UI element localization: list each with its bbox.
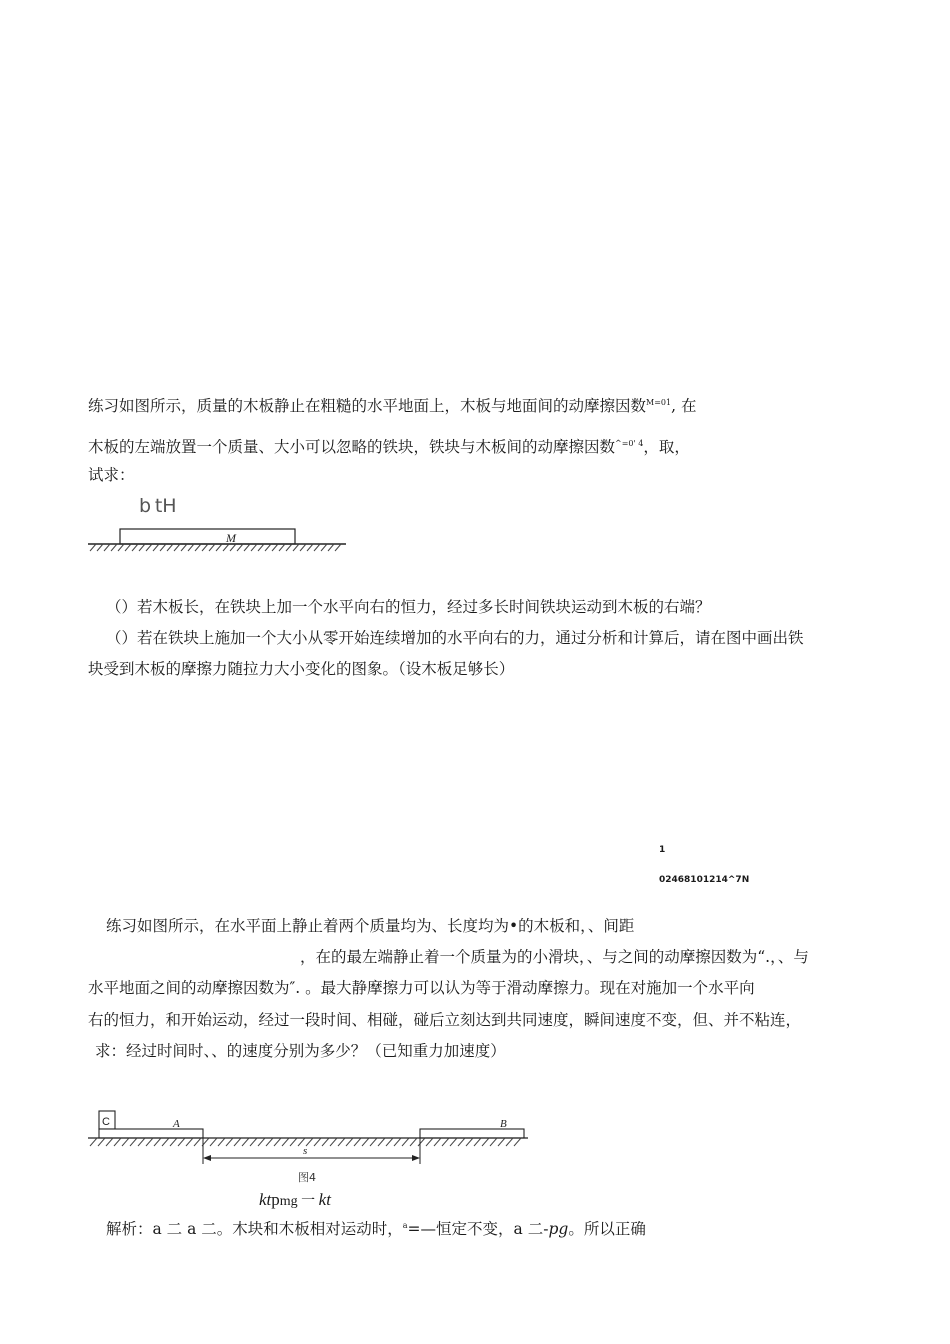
figure1-board-diagram xyxy=(88,526,348,552)
exercise1-line2-end: ，取， xyxy=(643,438,690,457)
board-a-label: A xyxy=(173,1118,180,1130)
solution-part2: =—恒定不变，a 二- xyxy=(407,1220,549,1239)
graph-y-tick: 1 xyxy=(659,845,666,855)
formula-mg: mg 一 xyxy=(279,1194,319,1209)
solution-formula xyxy=(259,1190,331,1210)
ground-hatching xyxy=(90,544,341,551)
board-b-rect xyxy=(420,1129,524,1138)
exercise2-line2: ，在的最左端静止着一个质量为的小滑块，、与之间的动摩擦因数为“.，、与 xyxy=(300,948,809,966)
exercise1-line1-end: , 在 xyxy=(671,397,697,416)
exercise1-line2-main: 木板的左端放置一个质量、大小可以忽略的铁块，铁块与木板间的动摩擦因数 xyxy=(88,438,616,457)
figure4-diagram xyxy=(88,1108,538,1188)
exercise1-line2 xyxy=(88,434,690,457)
exercise1-line1-main: 练习如图所示，质量的木板静止在粗糙的水平地面上，木板与地面间的动摩擦因数 xyxy=(88,397,647,416)
board-mass-label: M xyxy=(226,531,236,545)
solution-part3: 。所以正确 xyxy=(568,1220,646,1239)
formula-p: p xyxy=(271,1190,280,1209)
solution-pg: pg xyxy=(548,1220,569,1239)
exercise1-line1-sup: M=01 xyxy=(646,398,672,407)
gap-arrow-right xyxy=(412,1155,420,1161)
exercise1-line3: 试求： xyxy=(88,466,135,484)
exercise1-question2-line2: 块受到木板的摩擦力随拉力大小变化的图象。（设木板足够长） xyxy=(88,660,515,678)
gap-arrow-left xyxy=(203,1155,211,1161)
exercise1-question2-line1: （）若在铁块上施加一个大小从零开始连续增加的水平向右的力，通过分析和计算后，请在图中画出铁 xyxy=(106,629,804,647)
block-c-label: C xyxy=(102,1116,110,1128)
exercise2-line4: 右的恒力，和开始运动，经过一段时间、相碰，碰后立刻达到共同速度，瞬间速度不变，但、并不粘连， xyxy=(88,1011,802,1029)
board-a-rect xyxy=(99,1129,203,1138)
board-b-label: B xyxy=(500,1118,507,1130)
exercise2-line1: 练习如图所示，在水平面上静止着两个质量均为、长度均为•的木板和，、间距 xyxy=(106,917,635,935)
gap-label-s: s xyxy=(303,1145,308,1157)
exercise1-line2-sup: ^=0' 4 xyxy=(615,439,644,448)
formula-kt-1: kt xyxy=(259,1190,272,1209)
solution-part1: 解析：a 二 a 二。木块和木板相对运动时， xyxy=(106,1220,403,1239)
figure4-caption: 图4 xyxy=(298,1171,316,1184)
formula-kt-2: kt xyxy=(318,1190,331,1209)
board-rect xyxy=(120,529,295,544)
exercise1-question1: （）若木板长，在铁块上加一个水平向右的恒力，经过多长时间铁块运动到木板的右端？ xyxy=(106,598,711,616)
figure1-top-label: b tH xyxy=(139,495,177,517)
exercise1-line1 xyxy=(88,393,696,416)
graph-x-ticks: 02468101214^7N xyxy=(659,875,750,885)
exercise2-line5: 求：经过时间时、、的速度分别为多少？（已知重力加速度） xyxy=(95,1042,506,1060)
exercise2-line3: 水平地面之间的动摩擦因数为″. 。最大静摩擦力可以认为等于滑动摩擦力。现在对施加一个水平向 xyxy=(88,979,755,997)
solution-line xyxy=(106,1216,646,1239)
solution-sup: a xyxy=(402,1221,408,1230)
